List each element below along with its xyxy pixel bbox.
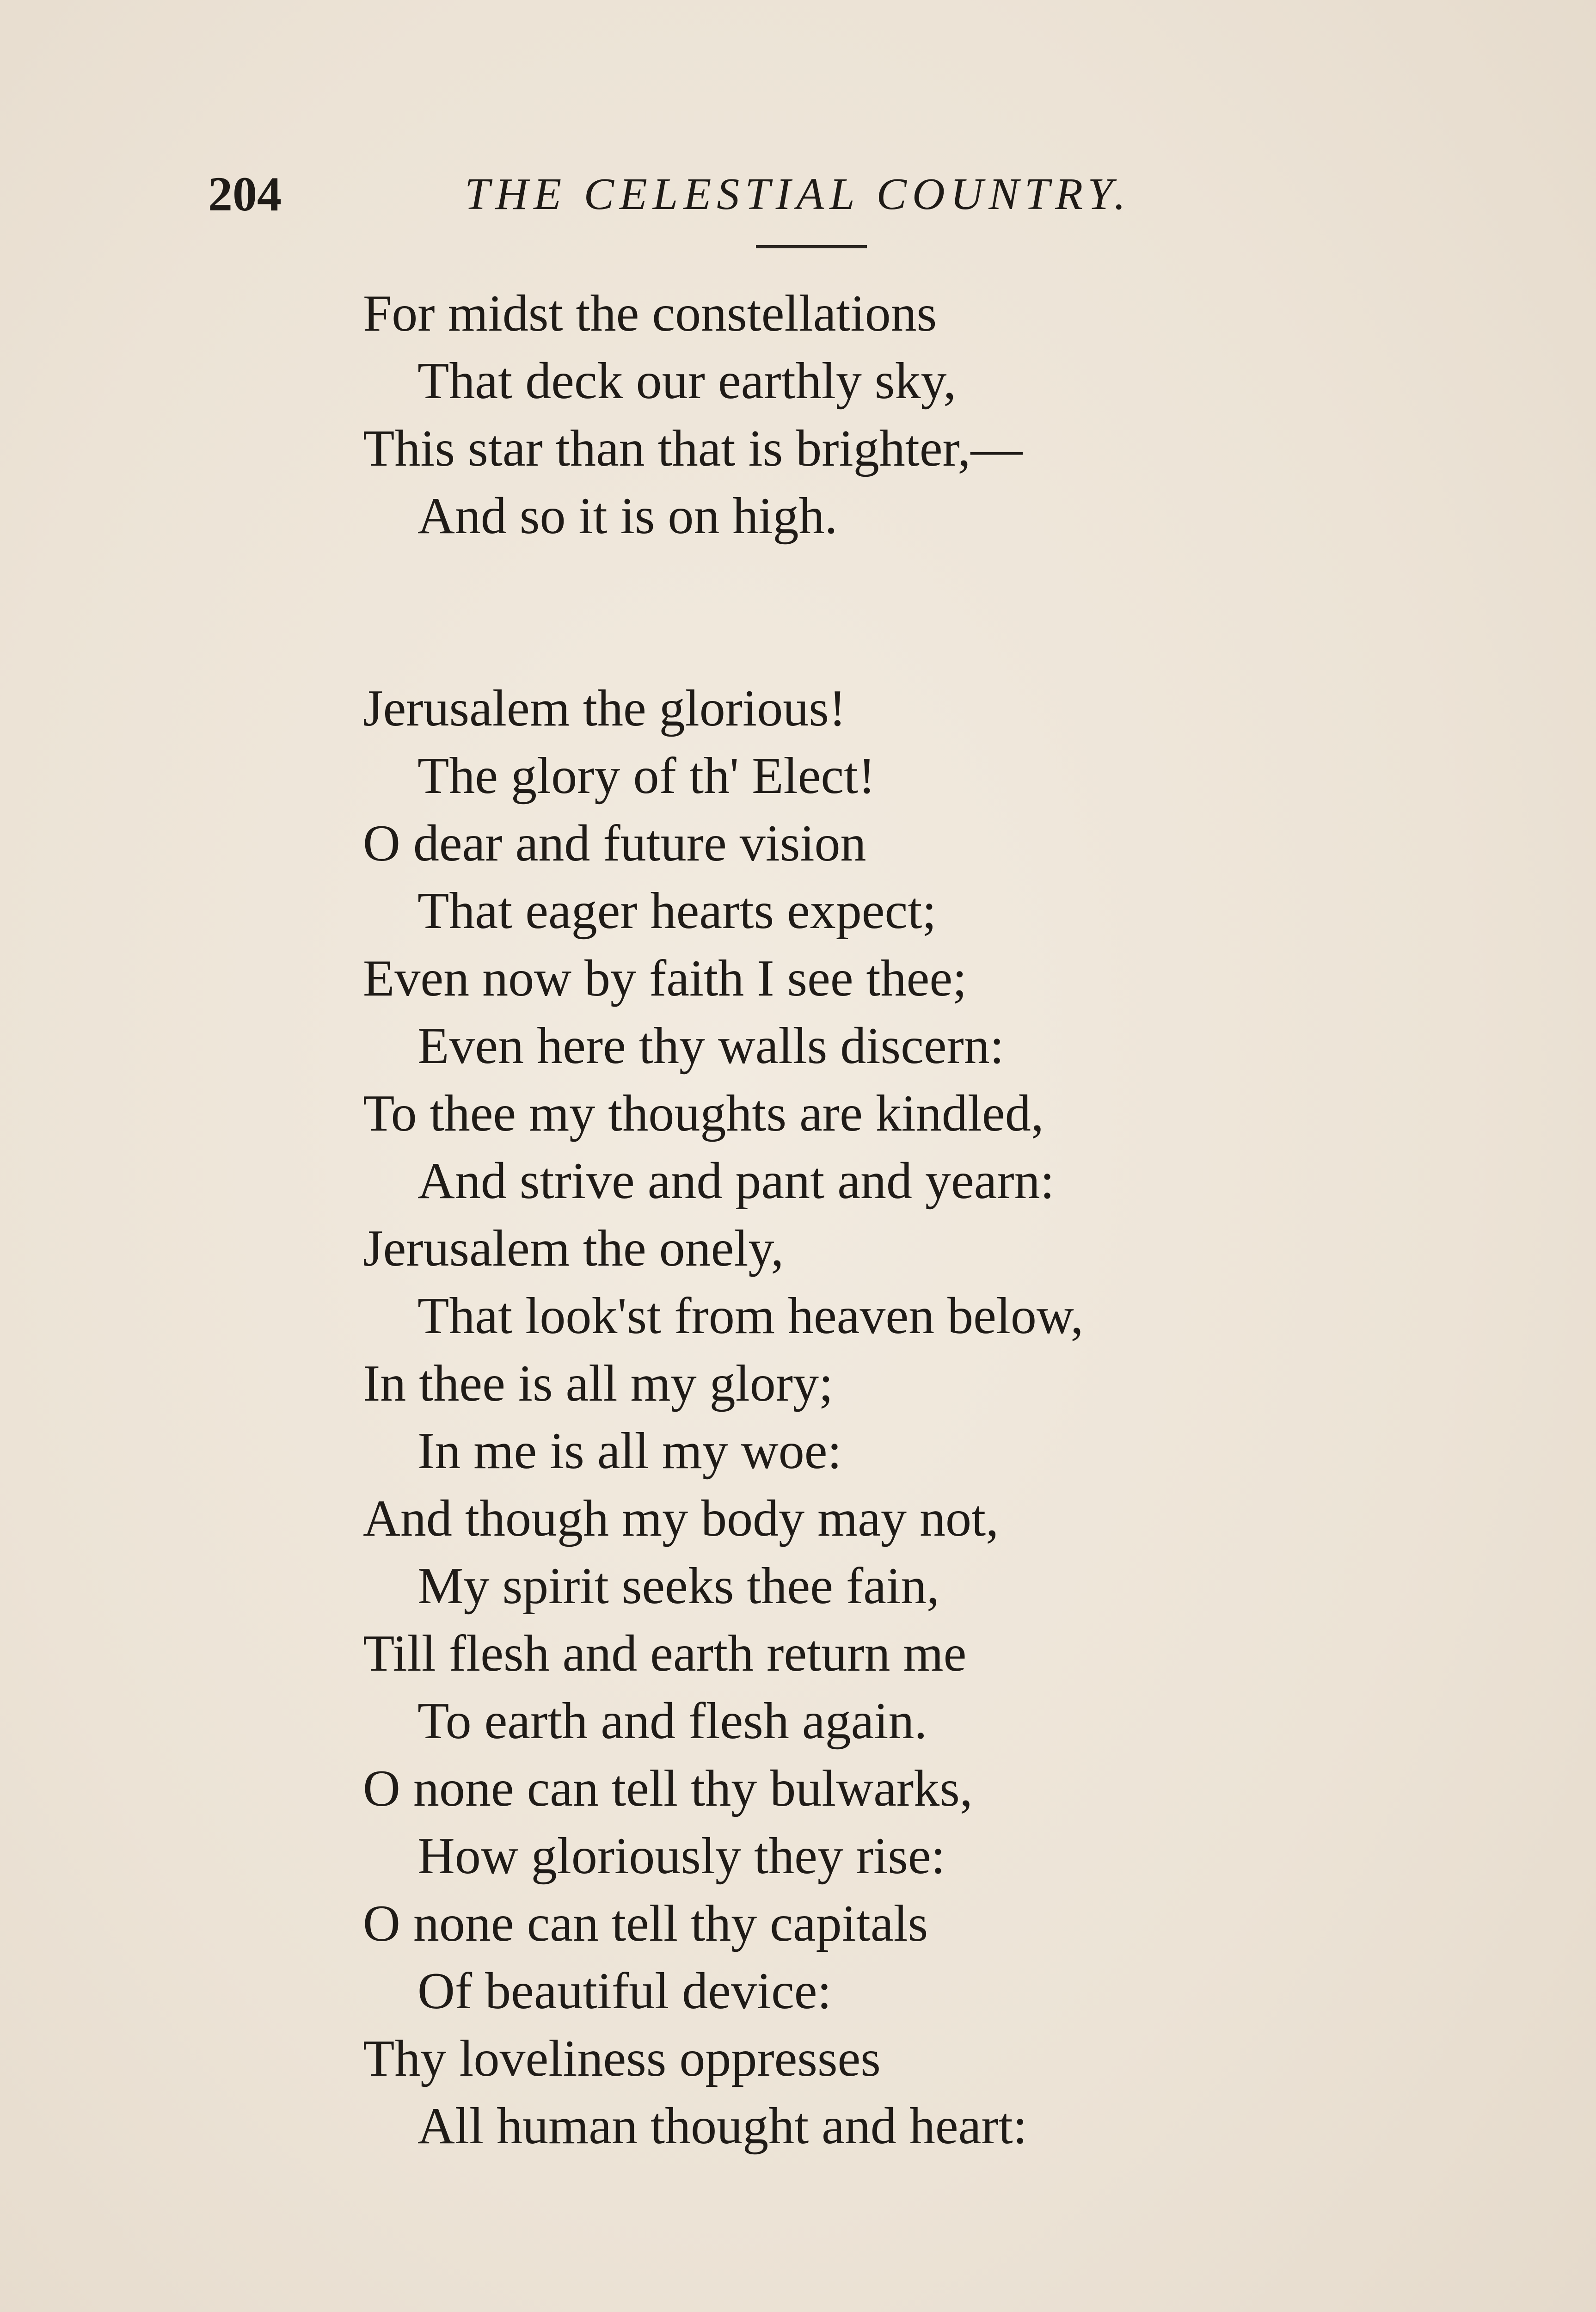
poem-line: In thee is all my glory; — [363, 1355, 834, 1412]
poem-line: The glory of th' Elect! — [417, 747, 876, 805]
poem-line: Jerusalem the onely, — [363, 1220, 784, 1277]
poem-line: To earth and flesh again. — [417, 1692, 927, 1750]
poem-line: O none can tell thy bulwarks, — [363, 1760, 973, 1817]
poem-line: In me is all my woe: — [417, 1422, 842, 1480]
poem-line: Even here thy walls discern: — [417, 1017, 1004, 1075]
page-number: 204 — [208, 167, 282, 221]
poem-line: Till flesh and earth return me — [363, 1625, 967, 1682]
poem-line: How gloriously they rise: — [417, 1827, 945, 1885]
poem-line: Of beautiful device: — [417, 1962, 832, 2020]
header-rule — [756, 245, 867, 248]
stanza-break — [363, 550, 1288, 675]
poem-line: To thee my thoughts are kindled, — [363, 1085, 1044, 1142]
poem-line: That deck our earthly sky, — [417, 352, 957, 410]
running-title: THE CELESTIAL COUNTRY. — [465, 169, 1131, 219]
poem-line: And strive and pant and yearn: — [417, 1152, 1055, 1210]
poem-line: Thy loveliness oppresses — [363, 2030, 881, 2087]
poem-line: That look'st from heaven below, — [417, 1287, 1084, 1345]
running-head — [208, 164, 1188, 224]
poem-line: O dear and future vision — [363, 815, 866, 872]
poem-line: O none can tell thy capitals — [363, 1895, 928, 1952]
poem-line: For midst the constellations — [363, 285, 937, 342]
poem-line: My spirit seeks thee fain, — [417, 1557, 940, 1615]
stanza — [363, 280, 1288, 550]
poem-line: That eager hearts expect; — [417, 882, 937, 940]
poem-line: And so it is on high. — [417, 487, 838, 545]
poem-line: All human thought and heart: — [417, 2097, 1027, 2155]
poem-line: This star than that is brighter,— — [363, 420, 1023, 477]
poem-line: Jerusalem the glorious! — [363, 680, 847, 737]
stanza — [363, 675, 1288, 2160]
poem-line: And though my body may not, — [363, 1490, 999, 1547]
poem-line: Even now by faith I see thee; — [363, 950, 967, 1007]
poem-body — [363, 280, 1288, 2160]
